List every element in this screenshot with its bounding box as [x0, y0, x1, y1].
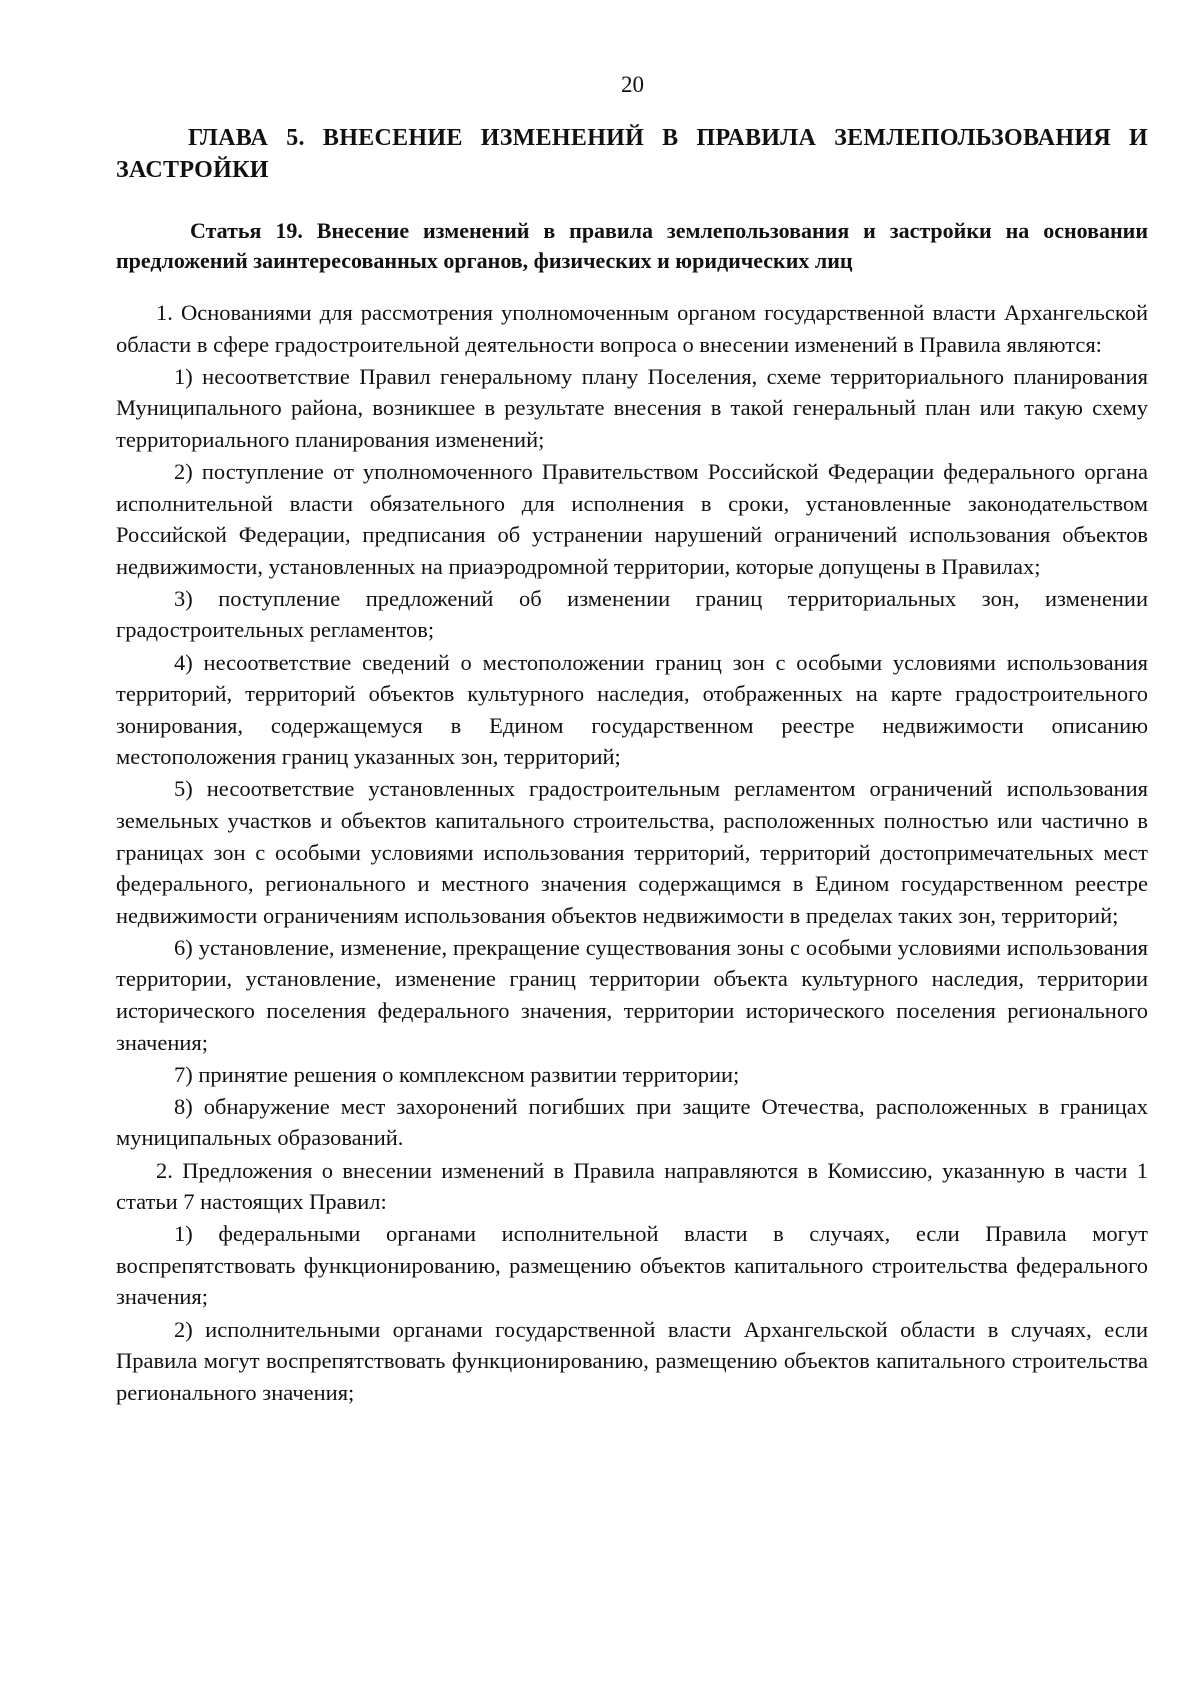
list-item-1-4: 4) несоответствие сведений о местоположении границ зон с особыми условиями использования территорий, территорий объектов культурного наследия, отображенных на карте градостроительного зонирования, содержащемуся в Едином государственном реестре недвижимости описанию местоположения границ указанных зон, территорий;: [116, 649, 1148, 770]
list-item-1-5: 5) несоответствие установленных градостроительным регламентом ограничений использования земельных участков и объектов капитального строительства, расположенных полностью или частично в границах зон с особыми условиями использования территорий, территорий достопримечательных мест федерального, регионального и местного значения содержащимся в Едином государственном реестре недвижимости ограничениям использования объектов недвижимости в пределах таких зон, территорий;: [116, 776, 1148, 928]
list-item-1-6: 6) установление, изменение, прекращение существования зоны с особыми условиями использования территории, установление, изменение границ территории объекта культурного наследия, территории исторического поселения федерального значения, территории исторического поселения регионального значения;: [116, 934, 1148, 1055]
document-body: [116, 122, 1148, 1409]
chapter-title: ГЛАВА 5. ВНЕСЕНИЕ ИЗМЕНЕНИЙ В ПРАВИЛА ЗЕМЛЕПОЛЬЗОВАНИЯ И ЗАСТРОЙКИ: [116, 125, 1148, 183]
list-item-2-1: 1) федеральными органами исполнительной власти в случаях, если Правила могут воспрепятствовать функционированию, размещению объектов капитального строительства федерального значения;: [116, 1221, 1148, 1310]
list-item-1-2: 2) поступление от уполномоченного Правительством Российской Федерации федерального органа исполнительной власти обязательного для исполнения в сроки, установленные законодательством Российской Федерации, предписания об устранении нарушений ограничений использования объектов недвижимости, установленных на приаэродромной территории, которые допущены в Правилах;: [116, 458, 1148, 579]
page-number: 20: [621, 72, 644, 97]
list-item-1-8: 8) обнаружение мест захоронений погибших при защите Отечества, расположенных в границах муниципальных образований.: [116, 1093, 1148, 1151]
list-item-1-1: 1) несоответствие Правил генеральному плану Поселения, схеме территориального планирования Муниципального района, возникшее в результате внесения в такой генеральный план или такую схему территориального планирования изменений;: [116, 363, 1148, 452]
paragraph-1: 1. Основаниями для рассмотрения уполномоченным органом государственной власти Архангельской области в сфере градостроительной деятельности вопроса о внесении изменений в Правила являются:: [116, 300, 1148, 357]
list-item-1-7: 7) принятие решения о комплексном развитии территории;: [174, 1061, 740, 1087]
article-title: Статья 19. Внесение изменений в правила землепользования и застройки на основании предложений заинтересованных органов, физических и юридических лиц: [116, 218, 1148, 273]
list-item-2-2: 2) исполнительными органами государственной власти Архангельской области в случаях, если Правила могут воспрепятствовать функционированию, размещению объектов капитального строительства регионального значения;: [116, 1316, 1148, 1405]
paragraph-2: 2. Предложения о внесении изменений в Правила направляются в Комиссию, указанную в части 1 статьи 7 настоящих Правил:: [116, 1157, 1148, 1215]
list-item-1-3: 3) поступление предложений об изменении границ территориальных зон, изменении градостроительных регламентов;: [116, 585, 1148, 643]
